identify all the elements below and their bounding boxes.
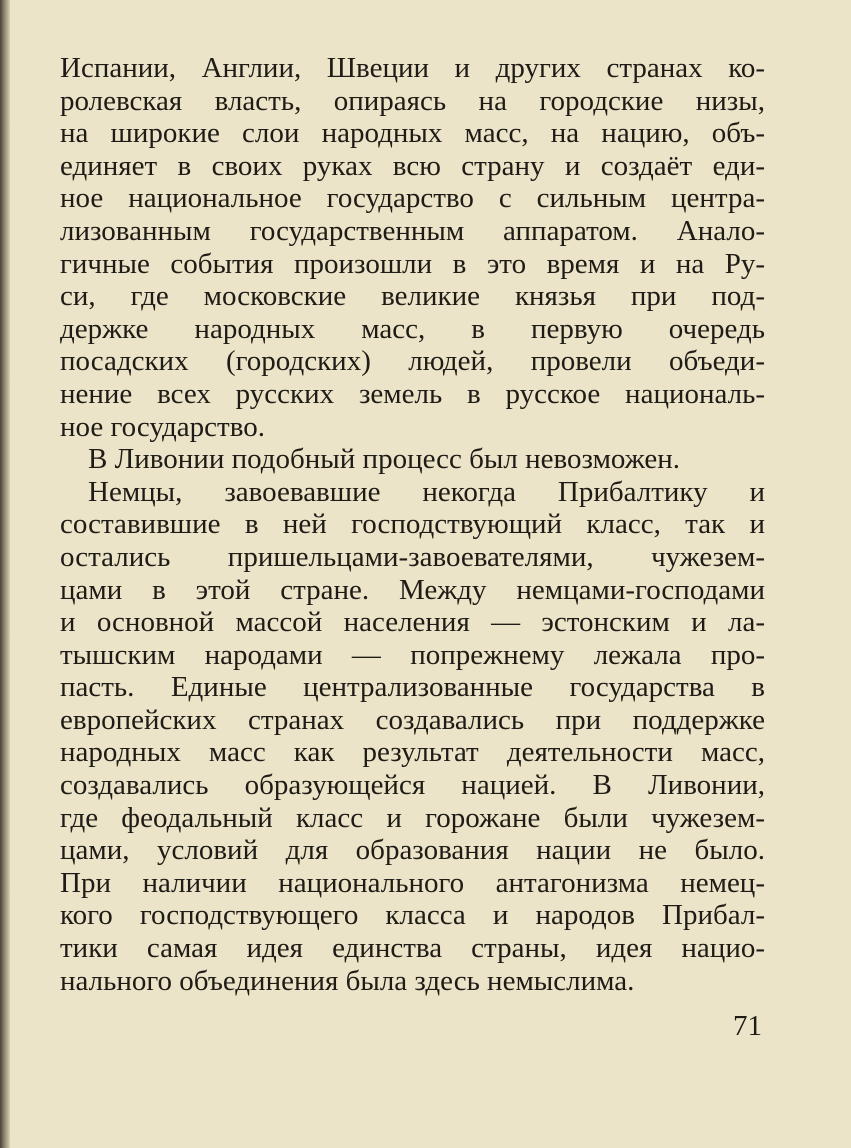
text-line: нального объединения была здесь немыслима. xyxy=(60,964,635,997)
text-line: единяет в своих руках всю страну и создаёт еди- xyxy=(60,149,765,182)
text-line: ное государство. xyxy=(60,410,265,443)
text-line: на широкие слои народных масс, на нацию, объ- xyxy=(60,117,765,150)
text-line: цами, условий для образования нации не было. xyxy=(60,834,765,867)
text-line: В Ливонии подобный процесс был невозможен. xyxy=(88,443,680,476)
text-line: Немцы, завоевавшие некогда Прибалтику и xyxy=(88,475,765,508)
text-line: пасть. Единые централизованные государства в xyxy=(60,671,765,704)
body-text xyxy=(60,52,765,997)
text-line: держке народных масс, в первую очередь xyxy=(60,312,765,345)
text-line: си, где московские великие князья при под- xyxy=(60,280,765,313)
text-line: тики самая идея единства страны, идея нацио- xyxy=(60,932,765,965)
text-line: посадских (городских) людей, провели объеди- xyxy=(60,345,765,378)
text-line: Испании, Англии, Швеции и других странах ко- xyxy=(60,52,765,84)
text-line: составившие в ней господствующий класс, так и xyxy=(60,508,765,541)
text-line: ное национальное государство с сильным центра- xyxy=(60,182,765,215)
text-line: и основной массой населения — эстонским и ла- xyxy=(60,606,765,639)
text-line: где феодальный класс и горожане были чужезем- xyxy=(60,801,765,834)
text-line: народных масс как результат деятельности масс, xyxy=(60,736,765,769)
text-line: европейских странах создавались при поддержке xyxy=(60,703,765,736)
text-line: лизованным государственным аппаратом. Анало- xyxy=(60,214,765,247)
text-line: кого господствующего класса и народов Прибал- xyxy=(60,899,765,932)
text-line: нение всех русских земель в русское националь- xyxy=(60,377,765,410)
page-spine-shadow xyxy=(0,0,10,1148)
text-line: гичные события произошли в это время и на Ру- xyxy=(60,247,765,280)
text-line: тышским народами — попрежнему лежала про- xyxy=(60,638,765,671)
text-line: цами в этой стране. Между немцами-господами xyxy=(60,573,765,606)
paragraph-2 xyxy=(60,443,765,997)
page-number: 71 xyxy=(733,1010,762,1042)
paragraph-1 xyxy=(60,52,765,443)
text-line: остались пришельцами-завоевателями, чужезем- xyxy=(60,540,765,573)
text-line: ролевская власть, опираясь на городские низы, xyxy=(60,84,765,117)
text-line: При наличии национального антагонизма немец- xyxy=(60,866,765,899)
text-line: создавались образующейся нацией. В Ливонии, xyxy=(60,769,765,802)
